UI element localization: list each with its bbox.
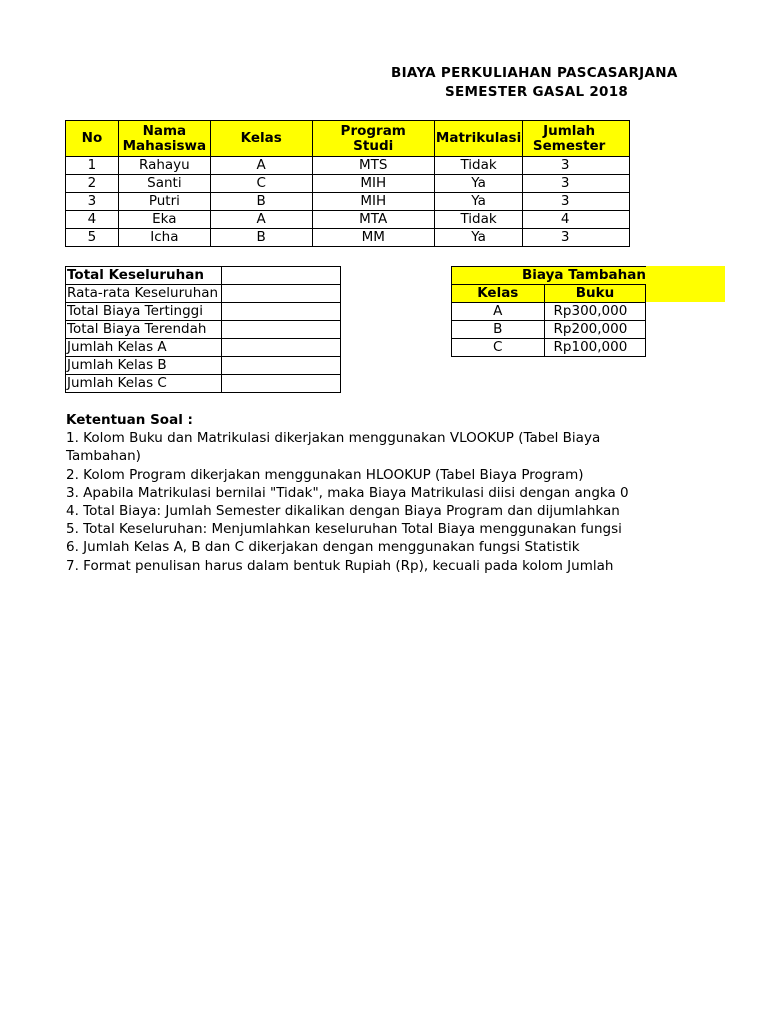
summary-value[interactable] [222,357,341,375]
cell[interactable]: Tidak [434,157,522,175]
cell[interactable]: Santi [118,175,210,193]
summary-value[interactable] [222,321,341,339]
biaya-title-row [452,267,646,285]
student-table [65,120,630,247]
note-item: 2. Kolom Program dikerjakan menggunakan HLOOKUP (Tabel Biaya Program) [66,466,584,483]
cell[interactable]: A [452,303,545,321]
summary-row [66,285,341,303]
note-item: 4. Total Biaya: Jumlah Semester dikalikan dengan Biaya Program dan dijumlahkan [66,503,620,520]
summary-label[interactable]: Jumlah Kelas C [66,375,222,393]
cell[interactable]: MTA [312,211,434,229]
cell[interactable]: 2 [66,175,119,193]
table-row [66,193,630,211]
header-nama[interactable]: Nama Mahasiswa [118,121,210,157]
cell[interactable]: C [210,175,312,193]
summary-label[interactable]: Jumlah Kelas A [66,339,222,357]
summary-value[interactable] [222,303,341,321]
note-item: 7. Format penulisan harus dalam bentuk Rupiah (Rp), kecuali pada kolom Jumlah [66,557,614,574]
cell[interactable]: Ya [434,229,522,247]
summary-label[interactable]: Total Biaya Tertinggi [66,303,222,321]
table-row [452,339,646,357]
cell[interactable]: Rahayu [118,157,210,175]
sheet-title: BIAYA PERKULIAHAN PASCASARJANA [391,65,678,81]
ketentuan-soal [66,411,630,575]
cell[interactable]: 3 [523,229,630,247]
cell[interactable]: Ya [434,175,522,193]
header-program[interactable]: Program Studi [312,121,434,157]
note-item: 1. Kolom Buku dan Matrikulasi dikerjakan menggunakan VLOOKUP (Tabel Biaya Tambahan) [66,430,601,465]
cell[interactable]: 1 [66,157,119,175]
cell[interactable]: MIH [312,193,434,211]
summary-row [66,375,341,393]
cell[interactable]: Rp200,000 [544,321,646,339]
biaya-title[interactable]: Biaya Tambahan [452,267,646,285]
cell[interactable]: B [210,229,312,247]
cell[interactable]: 4 [523,211,630,229]
note-item: 6. Jumlah Kelas A, B dan C dikerjakan dengan menggunakan fungsi Statistik [66,539,580,556]
cell[interactable]: A [210,211,312,229]
biaya-header-row [452,285,646,303]
header-buku[interactable]: Buku [544,285,646,303]
summary-row [66,321,341,339]
summary-row [66,357,341,375]
table-row [66,211,630,229]
summary-row [66,339,341,357]
cell[interactable]: 5 [66,229,119,247]
cell[interactable]: 3 [523,175,630,193]
cell[interactable]: 3 [66,193,119,211]
cell[interactable]: 3 [523,193,630,211]
summary-row [66,267,341,285]
table-row [66,157,630,175]
summary-row [66,303,341,321]
cell[interactable]: Rp300,000 [544,303,646,321]
cell[interactable]: Putri [118,193,210,211]
summary-value[interactable] [222,339,341,357]
summary-value[interactable] [222,267,341,285]
summary-label[interactable]: Jumlah Kelas B [66,357,222,375]
table-row [66,175,630,193]
cell[interactable]: Icha [118,229,210,247]
header-kelas[interactable]: Kelas [452,285,545,303]
cell[interactable]: B [210,193,312,211]
cell[interactable]: B [452,321,545,339]
cell[interactable]: Rp100,000 [544,339,646,357]
summary-label[interactable]: Total Keseluruhan [66,267,222,285]
summary-label[interactable]: Total Biaya Terendah [66,321,222,339]
cell[interactable]: MTS [312,157,434,175]
cell[interactable]: 4 [66,211,119,229]
header-kelas[interactable]: Kelas [210,121,312,157]
cell[interactable]: Ya [434,193,522,211]
table-row [452,321,646,339]
summary-value[interactable] [222,375,341,393]
cell[interactable]: Tidak [434,211,522,229]
sheet-subtitle: SEMESTER GASAL 2018 [445,84,629,100]
header-jumlah-semester[interactable]: Jumlah Semester [523,121,630,157]
table-row [66,229,630,247]
cell[interactable]: 3 [523,157,630,175]
summary-value[interactable] [222,285,341,303]
note-item: 3. Apabila Matrikulasi bernilai "Tidak", maka Biaya Matrikulasi diisi dengan angka 0 [66,484,629,501]
notes-heading: Ketentuan Soal : [66,412,193,428]
cell[interactable]: MIH [312,175,434,193]
note-item: 5. Total Keseluruhan: Menjumlahkan keseluruhan Total Biaya menggunakan fungsi [66,521,622,538]
biaya-tambahan-table [451,266,646,357]
cell[interactable]: Eka [118,211,210,229]
header-no[interactable]: No [66,121,119,157]
table-header-row [66,121,630,157]
summary-table [65,266,341,393]
summary-label[interactable]: Rata-rata Keseluruhan [66,285,222,303]
header-matrikulasi[interactable]: Matrikulasi [434,121,522,157]
table-row [452,303,646,321]
cell[interactable]: C [452,339,545,357]
cell[interactable]: MM [312,229,434,247]
cell[interactable]: A [210,157,312,175]
